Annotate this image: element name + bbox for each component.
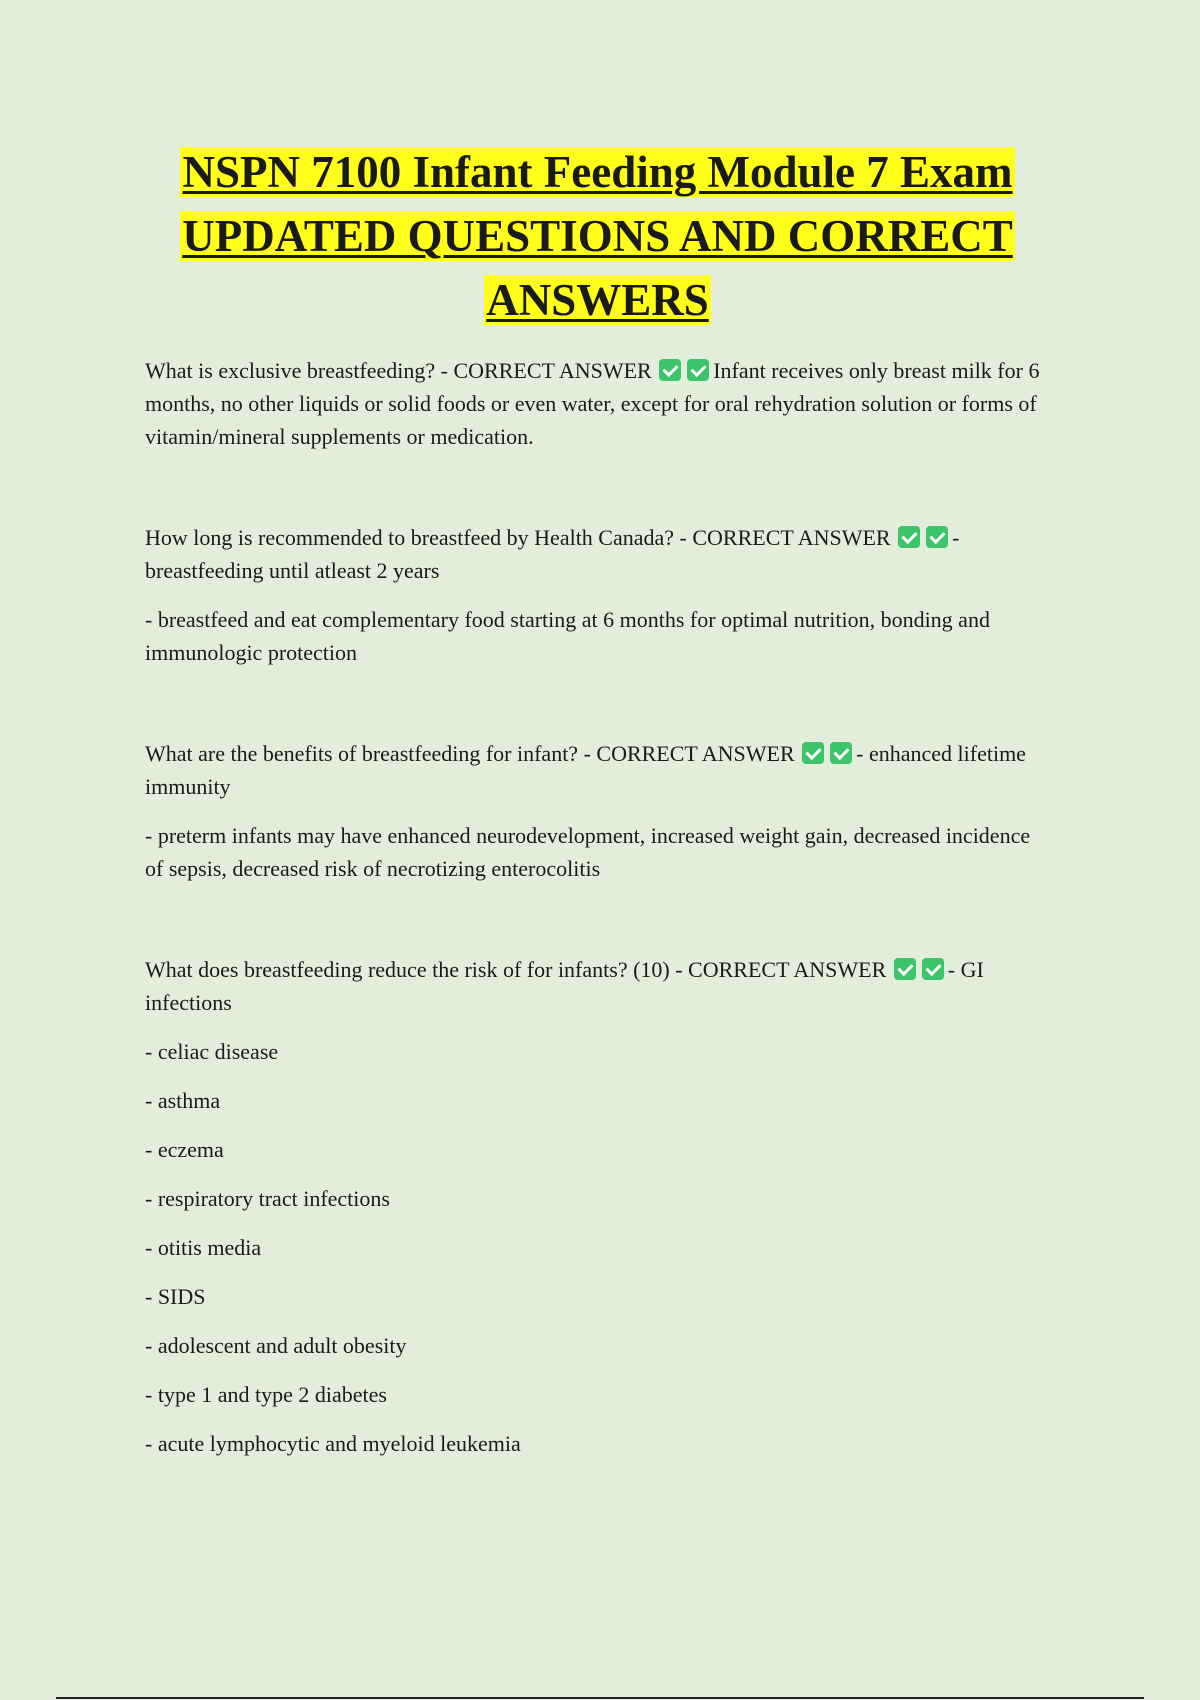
answer-line: - respiratory tract infections [145,1186,390,1211]
document-title [145,140,1050,332]
green-checkmark-icon [922,958,944,980]
qa-item [145,521,1050,587]
question-text: What are the benefits of breastfeeding for infant? - CORRECT ANSWER [145,741,795,766]
green-checkmark-icon [687,359,709,381]
answer-line: - adolescent and adult obesity [145,1333,407,1358]
answer-line: - eczema [145,1137,224,1162]
spacer [145,901,1050,953]
green-checkmark-icon [926,526,948,548]
spacer [145,685,1050,737]
answer-line: - otitis media [145,1235,262,1260]
qa-item [145,354,1050,453]
document-page [145,140,1050,1476]
green-checkmark-icon [898,526,920,548]
green-checkmark-icon [802,742,824,764]
answer-text: - GI infections [145,957,984,1015]
green-checkmark-icon [894,958,916,980]
answer-text: - enhanced lifetime immunity [145,741,1026,799]
question-text: What does breastfeeding reduce the risk of for infants? (10) - CORRECT ANSWER [145,957,887,982]
answer-line: - SIDS [145,1284,206,1309]
footer-divider [56,1697,1144,1699]
qa-item [145,953,1050,1019]
answer-text: Infant receives only breast milk for 6 months, no other liquids or solid foods or even water, except for oral rehydration solution or forms of vitamin/mineral supplements or medication. [145,358,1040,449]
spacer [145,469,1050,521]
answer-text: - breastfeeding until atleast 2 years [145,525,960,583]
question-text: How long is recommended to breastfeed by Health Canada? - CORRECT ANSWER [145,525,891,550]
green-checkmark-icon [659,359,681,381]
answer-line: - acute lymphocytic and myeloid leukemia [145,1431,521,1456]
answer-line: - breastfeed and eat complementary food starting at 6 months for optimal nutrition, bonding and immunologic protection [145,607,990,665]
qa-item [145,737,1050,803]
document-title-text: NSPN 7100 Infant Feeding Module 7 Exam UPDATED QUESTIONS AND CORRECT ANSWERS [182,147,1013,325]
green-checkmark-icon [830,742,852,764]
answer-line: - celiac disease [145,1039,279,1064]
question-text: What is exclusive breastfeeding? - CORRECT ANSWER [145,358,652,383]
answer-line: - asthma [145,1088,221,1113]
answer-line: - preterm infants may have enhanced neurodevelopment, increased weight gain, decreased incidence of sepsis, decreased risk of necrotizing enterocolitis [145,823,1031,881]
qa-list [145,354,1050,1460]
answer-line: - type 1 and type 2 diabetes [145,1382,387,1407]
